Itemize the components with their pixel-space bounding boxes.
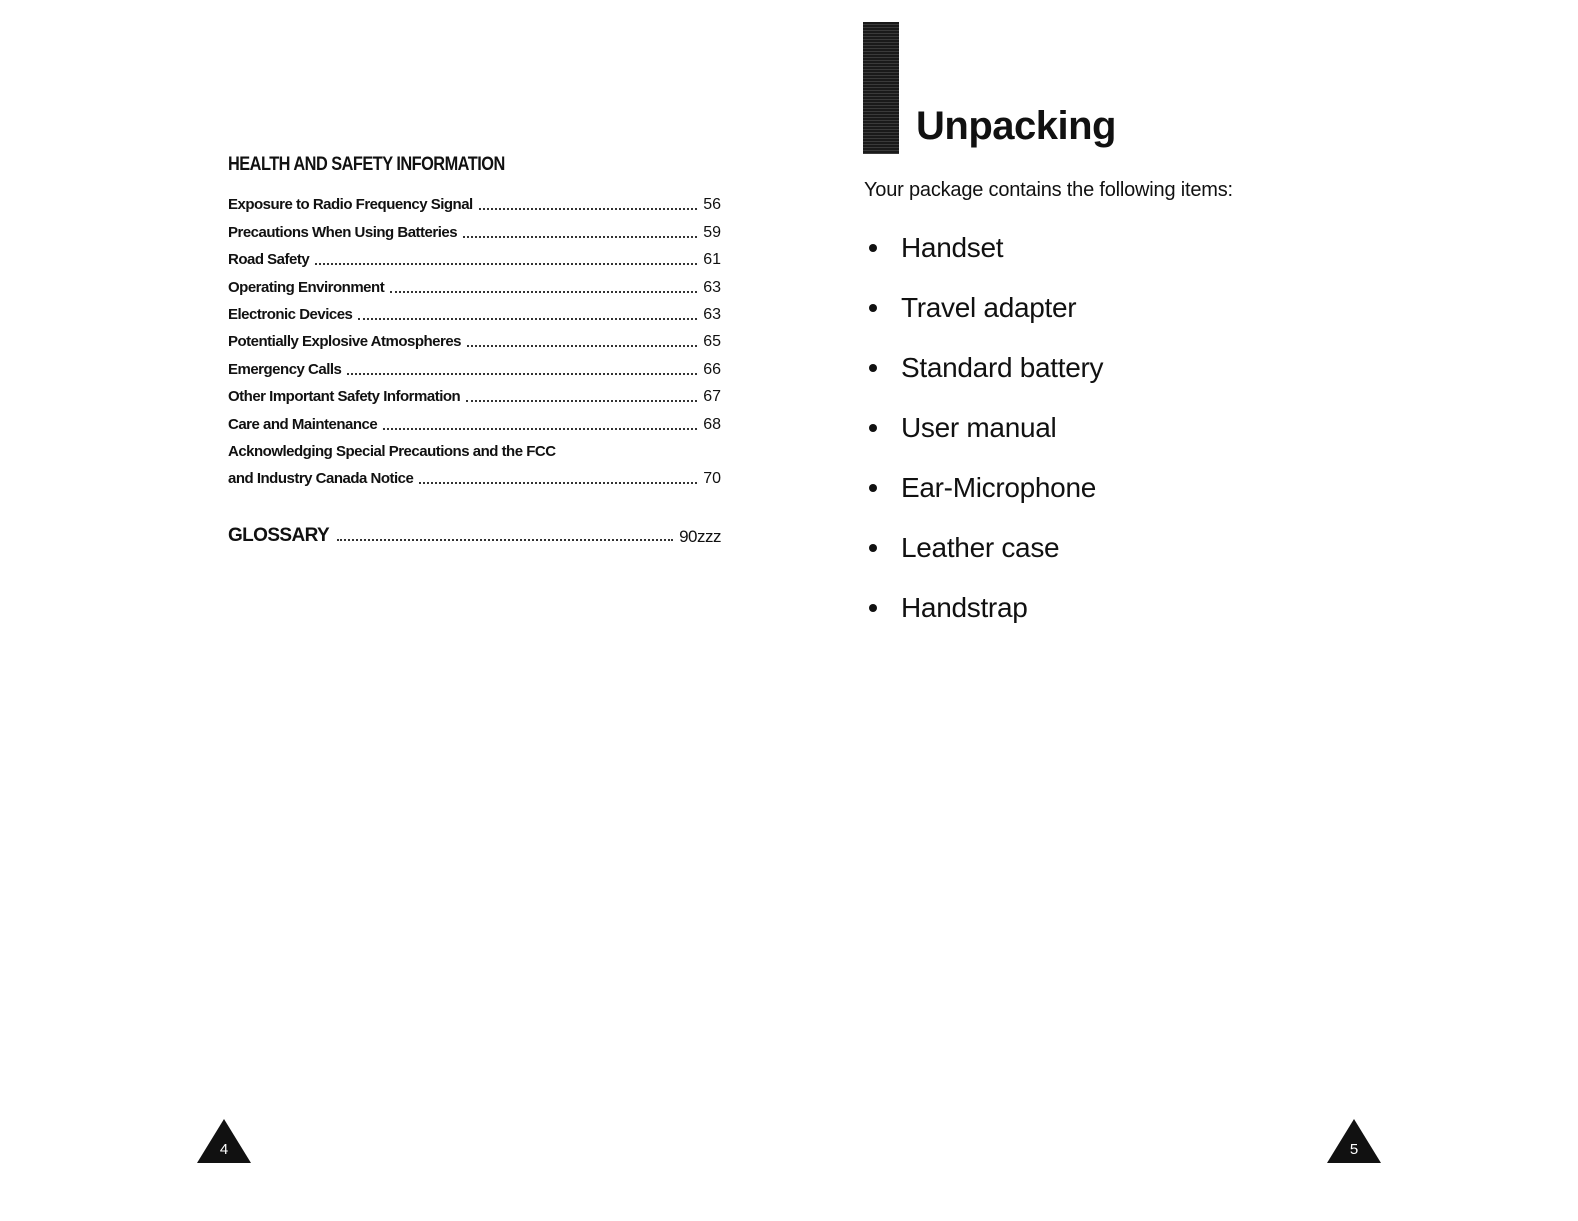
toc-entry-title: Potentially Explosive Atmospheres [228, 333, 462, 351]
toc-entry-page: 61 [703, 251, 721, 269]
toc-entry-title: Acknowledging Special Precautions and the FCC [228, 442, 556, 460]
toc-leader-dots [463, 236, 697, 238]
toc-leader-dots [390, 291, 697, 293]
toc-entry[interactable] [228, 352, 721, 379]
bullet-icon [869, 424, 877, 432]
item-label: Ear-Microphone [901, 472, 1096, 503]
glossary-page: 90zzz [679, 527, 721, 547]
toc-entry[interactable] [228, 270, 721, 297]
toc-leader-dots [383, 428, 697, 430]
item-label: Leather case [901, 532, 1060, 563]
toc-leader-dots [467, 345, 697, 347]
bullet-icon [869, 484, 877, 492]
toc-entry[interactable] [228, 325, 721, 352]
toc-entry-title: and Industry Canada Notice [228, 470, 414, 488]
toc-entry-title: Emergency Calls [228, 360, 342, 378]
toc-entry-title: Operating Environment [228, 278, 385, 296]
chapter-title: Unpacking [916, 104, 1116, 148]
toc-entry-page: 67 [703, 388, 721, 406]
toc-entry-title: Care and Maintenance [228, 415, 378, 433]
item-label: Travel adapter [901, 292, 1077, 323]
toc-entry-title: Other Important Safety Information [228, 388, 461, 406]
toc-leader-dots [347, 373, 697, 375]
list-item [869, 518, 1103, 578]
toc-entry-page: 65 [703, 333, 721, 351]
chapter-tab-bar [863, 22, 899, 154]
toc-entry[interactable] [228, 407, 721, 434]
toc-entry-page: 56 [703, 196, 721, 214]
intro-text: Your package contains the following items: [864, 179, 1233, 201]
toc-entry[interactable] [228, 462, 721, 489]
page-number-marker [1326, 1118, 1382, 1164]
bullet-icon [869, 544, 877, 552]
page-number: 5 [1349, 1141, 1359, 1158]
toc-entry-title: Road Safety [228, 251, 310, 269]
bullet-icon [869, 244, 877, 252]
toc-leader-dots [479, 208, 697, 210]
toc-leader-dots [358, 318, 697, 320]
list-item [869, 578, 1103, 638]
list-item [869, 398, 1103, 458]
toc-section-title: HEALTH AND SAFETY INFORMATION [228, 154, 505, 175]
toc-entry[interactable] [228, 435, 721, 462]
list-item [869, 278, 1103, 338]
list-item [869, 218, 1103, 278]
toc-entry-page: 66 [703, 360, 721, 378]
toc-entry-title: Exposure to Radio Frequency Signal [228, 196, 473, 214]
toc-entry-title: Precautions When Using Batteries [228, 223, 458, 241]
list-item [869, 458, 1103, 518]
toc-entry-title: Electronic Devices [228, 305, 353, 323]
toc-list [228, 188, 721, 489]
toc-leader-dots [315, 263, 697, 265]
page-number-marker [196, 1118, 252, 1164]
toc-entry-page: 68 [703, 415, 721, 433]
toc-leader-dots [419, 482, 697, 484]
toc-entry-page: 63 [703, 305, 721, 323]
list-item [869, 338, 1103, 398]
item-label: Handset [901, 232, 1004, 263]
bullet-icon [869, 304, 877, 312]
right-page [789, 0, 1578, 1221]
package-items-list [869, 218, 1103, 638]
bullet-icon [869, 364, 877, 372]
item-label: Handstrap [901, 592, 1028, 623]
toc-entry-page: 63 [703, 278, 721, 296]
toc-leader-dots [466, 400, 697, 402]
item-label: User manual [901, 412, 1057, 443]
toc-entry-page: 59 [703, 223, 721, 241]
bullet-icon [869, 604, 877, 612]
toc-entry[interactable] [228, 215, 721, 242]
toc-entry[interactable] [228, 243, 721, 270]
page-number: 4 [219, 1141, 229, 1158]
toc-entry[interactable] [228, 298, 721, 325]
toc-glossary-entry[interactable] [228, 519, 721, 547]
toc-entry[interactable] [228, 380, 721, 407]
toc-leader-dots [337, 539, 673, 541]
item-label: Standard battery [901, 352, 1104, 383]
table-of-contents [228, 152, 721, 547]
glossary-title: GLOSSARY [228, 525, 330, 547]
toc-entry[interactable] [228, 188, 721, 215]
toc-entry-page: 70 [703, 470, 721, 488]
